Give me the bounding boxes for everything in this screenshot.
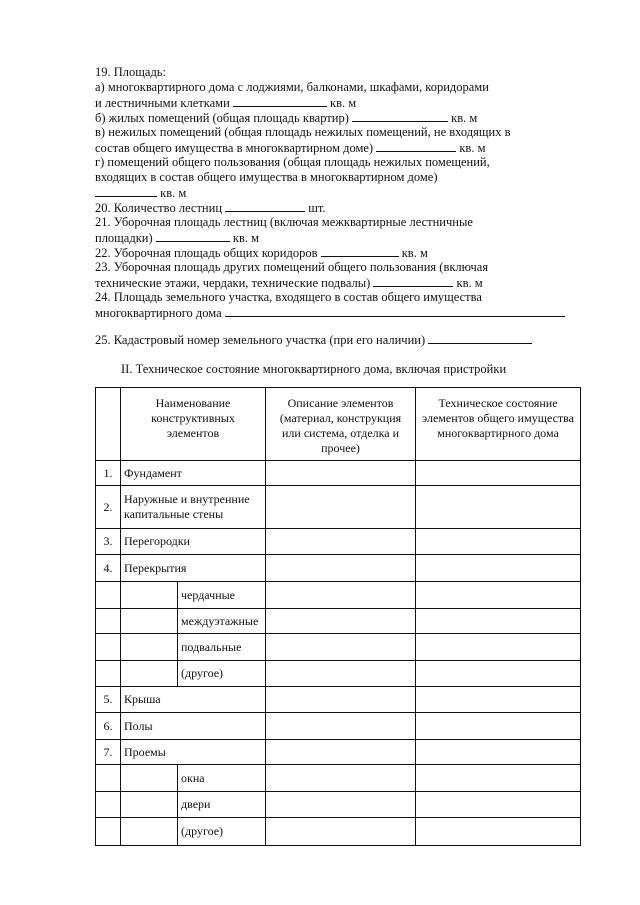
description-cell[interactable]	[266, 609, 416, 634]
header-num-cell	[96, 388, 121, 461]
description-cell[interactable]	[266, 582, 416, 609]
description-cell[interactable]	[266, 634, 416, 661]
row-number	[96, 765, 121, 792]
condition-cell[interactable]	[416, 818, 581, 846]
area-nonresidential-field[interactable]	[376, 140, 456, 152]
item-22: 22. Уборочная площадь общих коридоров кв. м	[95, 246, 428, 260]
row-number: 6.	[96, 713, 121, 740]
table-row	[96, 740, 581, 765]
row-number	[96, 582, 121, 609]
row-number	[96, 818, 121, 846]
condition-cell[interactable]	[416, 582, 581, 609]
row-number	[96, 792, 121, 818]
sub-spacer	[121, 634, 178, 661]
table-row	[96, 661, 581, 687]
header-element-name: Наименование конструктивных элементов	[121, 388, 266, 461]
sub-spacer	[121, 582, 178, 609]
item-24-line2: многоквартирного дома	[95, 305, 565, 321]
row-number: 5.	[96, 687, 121, 713]
sub-element-name: (другое)	[178, 818, 266, 846]
item-23-line1: 23. Уборочная площадь других помещений общего пользования (включая	[95, 260, 489, 274]
description-cell[interactable]	[266, 765, 416, 792]
item-19b: б) жилых помещений (общая площадь квартир) кв. м	[95, 111, 478, 125]
condition-cell[interactable]	[416, 609, 581, 634]
item-19g-line3: кв. м	[95, 185, 186, 201]
header-condition: Техническое состояние элементов общего имущества многоквартирного дома	[416, 388, 581, 461]
sub-element-name: междуэтажные	[178, 609, 266, 634]
description-cell[interactable]	[266, 713, 416, 740]
stairs-cleaning-area-field[interactable]	[156, 230, 230, 242]
item-19v-line1: в) нежилых помещений (общая площадь нежилых помещений, не входящих в	[95, 125, 511, 139]
item-21-line2: площадки) кв. м	[95, 231, 260, 245]
sub-element-name: чердачные	[178, 582, 266, 609]
table-row	[96, 634, 581, 661]
table-row	[96, 582, 581, 609]
item-24-line1: 24. Площадь земельного участка, входящего в состав общего имущества	[95, 290, 482, 304]
description-cell[interactable]	[266, 661, 416, 687]
item-21-line1: 21. Уборочная площадь лестниц (включая межквартирные лестничные	[95, 215, 473, 229]
element-name: Проемы	[121, 740, 266, 765]
item-19v-line2: состав общего имущества в многоквартирном доме) кв. м	[95, 141, 486, 155]
item-19a-line2: и лестничными клетками кв. м	[95, 96, 357, 110]
item-19a-line1: а) многоквартирного дома с лоджиями, балконами, шкафами, коридорами	[95, 80, 489, 94]
table-header-row	[96, 388, 581, 461]
sub-element-name: двери	[178, 792, 266, 818]
condition-cell[interactable]	[416, 792, 581, 818]
item-19g-line2: входящих в состав общего имущества в многоквартирном доме)	[95, 170, 438, 184]
sub-spacer	[121, 792, 178, 818]
description-cell[interactable]	[266, 740, 416, 765]
sub-spacer	[121, 661, 178, 687]
condition-cell[interactable]	[416, 713, 581, 740]
row-number	[96, 609, 121, 634]
description-cell[interactable]	[266, 792, 416, 818]
stairs-count-field[interactable]	[225, 200, 305, 212]
area-residential-field[interactable]	[352, 110, 448, 122]
table-row	[96, 486, 581, 529]
element-name: Перегородки	[121, 529, 266, 555]
element-name: Наружные и внутренние капитальные стены	[121, 486, 266, 529]
row-number: 3.	[96, 529, 121, 555]
table-row	[96, 529, 581, 555]
element-name: Крыша	[121, 687, 266, 713]
item-19-heading: 19. Площадь:	[95, 65, 166, 79]
other-cleaning-area-field[interactable]	[373, 275, 453, 287]
description-cell[interactable]	[266, 529, 416, 555]
row-number	[96, 661, 121, 687]
condition-cell[interactable]	[416, 740, 581, 765]
land-area-field[interactable]	[225, 305, 565, 317]
technical-condition-table	[95, 387, 581, 846]
condition-cell[interactable]	[416, 486, 581, 529]
row-number: 7.	[96, 740, 121, 765]
item-19g-line1: г) помещений общего пользования (общая площадь нежилых помещений,	[95, 155, 490, 169]
table-row	[96, 609, 581, 634]
condition-cell[interactable]	[416, 687, 581, 713]
item-23-line2: технические этажи, чердаки, технические подвалы) кв. м	[95, 276, 483, 290]
area-common-field[interactable]	[95, 185, 157, 197]
header-description: Описание элементов (материал, конструкция или система, отделка и прочее)	[266, 388, 416, 461]
table-row	[96, 818, 581, 846]
element-name: Фундамент	[121, 461, 266, 486]
condition-cell[interactable]	[416, 529, 581, 555]
description-cell[interactable]	[266, 687, 416, 713]
condition-cell[interactable]	[416, 461, 581, 486]
row-number: 4.	[96, 555, 121, 582]
row-number: 1.	[96, 461, 121, 486]
corridors-cleaning-area-field[interactable]	[321, 245, 399, 257]
element-name: Полы	[121, 713, 266, 740]
description-cell[interactable]	[266, 555, 416, 582]
cadastral-number-field[interactable]	[428, 332, 532, 344]
table-row	[96, 792, 581, 818]
item-25: 25. Кадастровый номер земельного участка (при его наличии)	[95, 332, 532, 348]
item-20: 20. Количество лестниц шт.	[95, 201, 326, 215]
section-title: II. Техническое состояние многоквартирного дома, включая пристройки	[121, 362, 507, 376]
description-cell[interactable]	[266, 818, 416, 846]
sub-spacer	[121, 765, 178, 792]
sub-element-name: окна	[178, 765, 266, 792]
condition-cell[interactable]	[416, 765, 581, 792]
condition-cell[interactable]	[416, 555, 581, 582]
row-number: 2.	[96, 486, 121, 529]
table-row	[96, 555, 581, 582]
area-building-field[interactable]	[233, 95, 327, 107]
table-row	[96, 461, 581, 486]
row-number	[96, 634, 121, 661]
sub-spacer	[121, 609, 178, 634]
description-cell[interactable]	[266, 461, 416, 486]
table-row	[96, 713, 581, 740]
table-row	[96, 765, 581, 792]
sub-element-name: подвальные	[178, 634, 266, 661]
condition-cell[interactable]	[416, 634, 581, 661]
sub-element-name: (другое)	[178, 661, 266, 687]
sub-spacer	[121, 818, 178, 846]
description-cell[interactable]	[266, 486, 416, 529]
condition-cell[interactable]	[416, 661, 581, 687]
table-row	[96, 687, 581, 713]
element-name: Перекрытия	[121, 555, 266, 582]
